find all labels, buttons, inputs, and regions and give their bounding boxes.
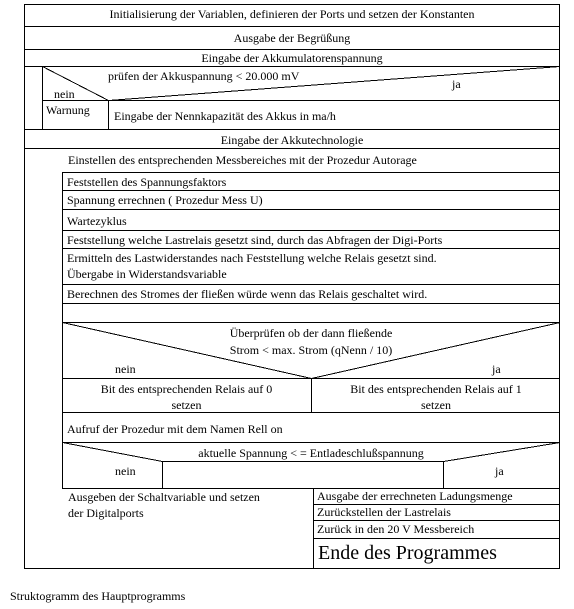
loop-step-wait: Wartezyklus: [67, 214, 127, 228]
decision-voltage-condition: prüfen der Akkuspannung < 20.000 mV: [108, 69, 300, 83]
decision-current-no-label: nein: [115, 362, 136, 376]
reset-relais-block: Zurückstellen der Lastrelais: [317, 505, 451, 519]
warning-block: Warnung: [46, 103, 90, 117]
decision-current-condition-line2: Strom < max. Strom (qNenn / 10): [229, 343, 393, 357]
capacity-input-block: Eingabe der Nennkapazität des Akkus in ma/h: [114, 109, 336, 123]
output-charge-block: Ausgabe der errechneten Ladungsmenge: [317, 489, 513, 503]
decision-current-condition: Überprüfen ob der dann fließende: [229, 326, 393, 340]
loop-step-compute-current: Berechnen des Stromes der fließen würde wenn das Relais geschaltet wird.: [67, 287, 428, 301]
output-switch-variable-block: Ausgeben der Schaltvariable und setzen: [68, 490, 260, 504]
loop-step-resistance: Ermitteln des Lastwiderstandes nach Feststellung welche Relais gesetzt sind.: [67, 251, 437, 265]
loop-header-autorange: Einstellen des entsprechenden Messbereiches mit der Prozedur Autorage: [68, 153, 417, 167]
decision-current-yes-label: ja: [492, 362, 501, 376]
init-block: Initialisierung der Variablen, definieren der Ports und setzen der Konstanten: [109, 7, 475, 21]
relais-bit-0-block-line2: setzen: [171, 398, 202, 412]
decision-voltage-yes-label: ja: [452, 77, 461, 91]
call-rell-block: Aufruf der Prozedur mit dem Namen Rell on: [67, 422, 283, 436]
relais-bit-1-block-line2: setzen: [421, 398, 451, 412]
loop-step-resistance-variable: Übergabe in Widerstandsvariable: [67, 267, 227, 281]
decision-end-no-label: nein: [115, 464, 136, 478]
diagram-caption: Struktogramm des Hauptprogramms: [10, 589, 186, 603]
loop-step-compute-voltage: Spannung errechnen ( Prozedur Mess U): [67, 193, 263, 207]
program-end-block: Ende des Programmes: [318, 542, 497, 564]
relais-bit-1-block: Bit des entsprechenden Relais auf 1: [350, 382, 522, 396]
loop-step-check-relais: Feststellung welche Lastrelais gesetzt sind, durch das Abfragen der Digi-Ports: [67, 233, 443, 247]
technology-block: Eingabe der Akkutechnologie: [220, 133, 364, 147]
decision-end-yes-label: ja: [495, 464, 504, 478]
decision-voltage-no-label: nein: [54, 87, 75, 101]
voltage-input-block: Eingabe der Akkumulatorenspannung: [201, 51, 383, 65]
measure-range-block: Zurück in den 20 V Messbereich: [317, 522, 475, 536]
output-switch-variable-block-line2: der Digitalports: [68, 506, 144, 520]
loop-step-voltage-factor: Feststellen des Spannungsfaktors: [67, 175, 227, 189]
relais-bit-0-block: Bit des entsprechenden Relais auf 0: [100, 382, 273, 396]
greeting-block: Ausgabe der Begrüßung: [233, 31, 351, 45]
decision-end-condition: aktuelle Spannung < = Entladeschlußspannung: [198, 446, 424, 460]
